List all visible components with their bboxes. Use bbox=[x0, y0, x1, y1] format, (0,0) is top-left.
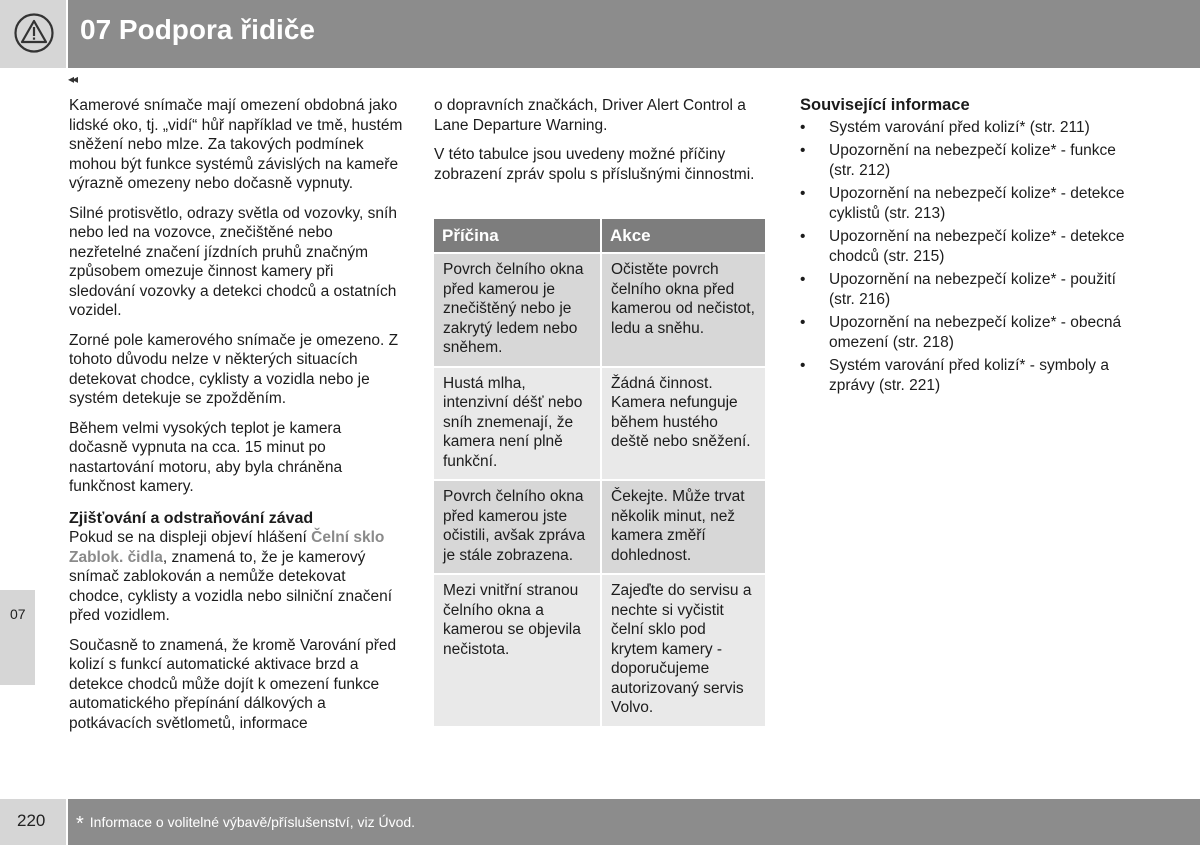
related-link[interactable] bbox=[800, 313, 1140, 352]
troubleshooting-text-after: , znamená to, že je kamerový snímač zablokován a nemůže detekovat chodce, cyklisty a vozidla nebo silniční značení před vozidlem. bbox=[69, 548, 393, 624]
table-cell-action: Zajeďte do servisu a nechte si vyčistit čelní sklo pod krytem kamery - doporučujeme autorizovaný servis Volvo. bbox=[602, 573, 765, 726]
table-cell-cause: Povrch čelního okna před kamerou jste očistili, avšak zpráva je stále zobrazena. bbox=[434, 479, 602, 573]
bullet-icon: • bbox=[800, 142, 806, 159]
header-icon-box bbox=[0, 0, 66, 68]
page-title: 07 Podpora řidiče bbox=[80, 14, 315, 45]
table-cell-cause: Hustá mlha, intenzivní déšť nebo sníh znemenají, že kamera není plně funkční. bbox=[434, 366, 602, 480]
table-cell-action: Očistěte povrch čelního okna před kamerou od nečistot, ledu a sněhu. bbox=[602, 252, 765, 366]
related-link-text: Upozornění na nebezpečí kolize* - použití (str. 216) bbox=[829, 271, 1116, 308]
table-header-row bbox=[434, 219, 765, 252]
table-header-action: Akce bbox=[602, 219, 765, 252]
troubleshooting-text-before: Pokud se na displeji objeví hlášení bbox=[69, 529, 312, 546]
table-cell-cause: Mezi vnitřní stranou čelního okna a kamerou se objevila nečistota. bbox=[434, 573, 602, 726]
related-info-list bbox=[800, 118, 1140, 396]
asterisk-icon: * bbox=[76, 813, 84, 835]
troubleshooting-heading: Zjišťování a odstraňování závad bbox=[69, 509, 314, 527]
page-number: 220 bbox=[17, 811, 46, 830]
related-link[interactable] bbox=[800, 356, 1140, 395]
table-row bbox=[434, 573, 765, 726]
footer-note bbox=[76, 813, 415, 836]
bullet-icon: • bbox=[800, 118, 806, 136]
chapter-tab bbox=[0, 590, 35, 685]
paragraph: Současně to znamená, že kromě Varování před kolizí s funkcí automatické aktivace brzd a detekce chodců může dojít k omezení funkce automatického přepínání dálkových a potkávacích světlometů, informace bbox=[69, 636, 397, 732]
header-bar bbox=[68, 0, 1200, 68]
footer-bar bbox=[68, 799, 1200, 845]
bullet-icon: • bbox=[800, 228, 806, 245]
paragraph: V této tabulce jsou uvedeny možné příčiny zobrazení zpráv spolu s příslušnými činnostmi. bbox=[434, 146, 755, 183]
table-cell-cause: Povrch čelního okna před kamerou je znečištěný nebo je zakrytý ledem nebo sněhem. bbox=[434, 252, 602, 366]
table-row bbox=[434, 252, 765, 366]
table-row bbox=[434, 366, 765, 480]
column-middle bbox=[434, 96, 764, 194]
related-link[interactable] bbox=[800, 227, 1140, 266]
related-link[interactable] bbox=[800, 270, 1140, 309]
related-link[interactable] bbox=[800, 118, 1140, 138]
footer-note-text: Informace o volitelné výbavě/příslušenství, viz Úvod. bbox=[89, 814, 416, 830]
paragraph: o dopravních značkách, Driver Alert Control a Lane Departure Warning. bbox=[434, 97, 746, 134]
bullet-icon: • bbox=[800, 314, 806, 331]
table-row bbox=[434, 479, 765, 573]
related-link-text: Systém varování před kolizí* - symboly a zprávy (str. 221) bbox=[829, 357, 1109, 394]
bullet-icon: • bbox=[800, 185, 806, 202]
paragraph: Silné protisvětlo, odrazy světla od vozovky, sníh nebo led na vozovce, znečištěné nebo nezřetelné značení jízdních pruhů značným způsobem omezuje činnost kamery při sledování vozovky a detekci chodců a ostatních vozidel. bbox=[69, 204, 397, 319]
cause-action-table bbox=[434, 219, 765, 726]
paragraph: Během velmi vysokých teplot je kamera dočasně vypnuta na cca. 15 minut po nastartování motoru, aby byla chráněna funkčnost kamery. bbox=[69, 419, 343, 495]
back-arrows-icon[interactable]: ◂◂ bbox=[68, 72, 77, 86]
related-link-text: Systém varování před kolizí* (str. 211) bbox=[829, 118, 1090, 136]
related-link[interactable] bbox=[800, 184, 1140, 223]
related-link-text: Upozornění na nebezpečí kolize* - funkce (str. 212) bbox=[829, 142, 1116, 179]
chapter-number: 07 bbox=[10, 606, 26, 622]
table-header-cause: Příčina bbox=[434, 219, 602, 252]
table-cell-action: Žádná činnost. Kamera nefunguje během hustého deště nebo sněžení. bbox=[602, 366, 765, 480]
bullet-icon: • bbox=[800, 271, 806, 288]
column-right bbox=[800, 96, 1140, 399]
related-link-text: Upozornění na nebezpečí kolize* - detekce cyklistů (str. 213) bbox=[829, 185, 1125, 222]
column-left bbox=[69, 96, 404, 743]
troubleshooting-paragraph bbox=[69, 528, 404, 626]
table-cell-action: Čekejte. Může trvat několik minut, než kamera změří dohlednost. bbox=[602, 479, 765, 573]
related-link[interactable] bbox=[800, 141, 1140, 180]
warning-triangle-icon bbox=[14, 13, 54, 53]
related-link-text: Upozornění na nebezpečí kolize* - obecná omezení (str. 218) bbox=[829, 314, 1122, 351]
paragraph: Zorné pole kamerového snímače je omezeno. Z tohoto důvodu nelze v některých situacích detekovat chodce, cyklisty a vozidla nebo je systém detekuje se zpožděním. bbox=[69, 331, 399, 407]
bullet-icon: • bbox=[800, 357, 806, 374]
display-message: Čelní sklo Zablok. čidla bbox=[69, 529, 385, 566]
footer-page-box bbox=[0, 799, 66, 845]
related-info-heading: Související informace bbox=[800, 96, 970, 114]
related-link-text: Upozornění na nebezpečí kolize* - detekce chodců (str. 215) bbox=[829, 228, 1125, 265]
paragraph: Kamerové snímače mají omezení obdobná jako lidské oko, tj. „vidí“ hůř například ve tmě, hustém sněžení nebo mlze. Za takových podmínek mohou být funkce systémů závislých na kameře výrazně omezeny nebo dočasně vypnuty. bbox=[69, 97, 403, 192]
